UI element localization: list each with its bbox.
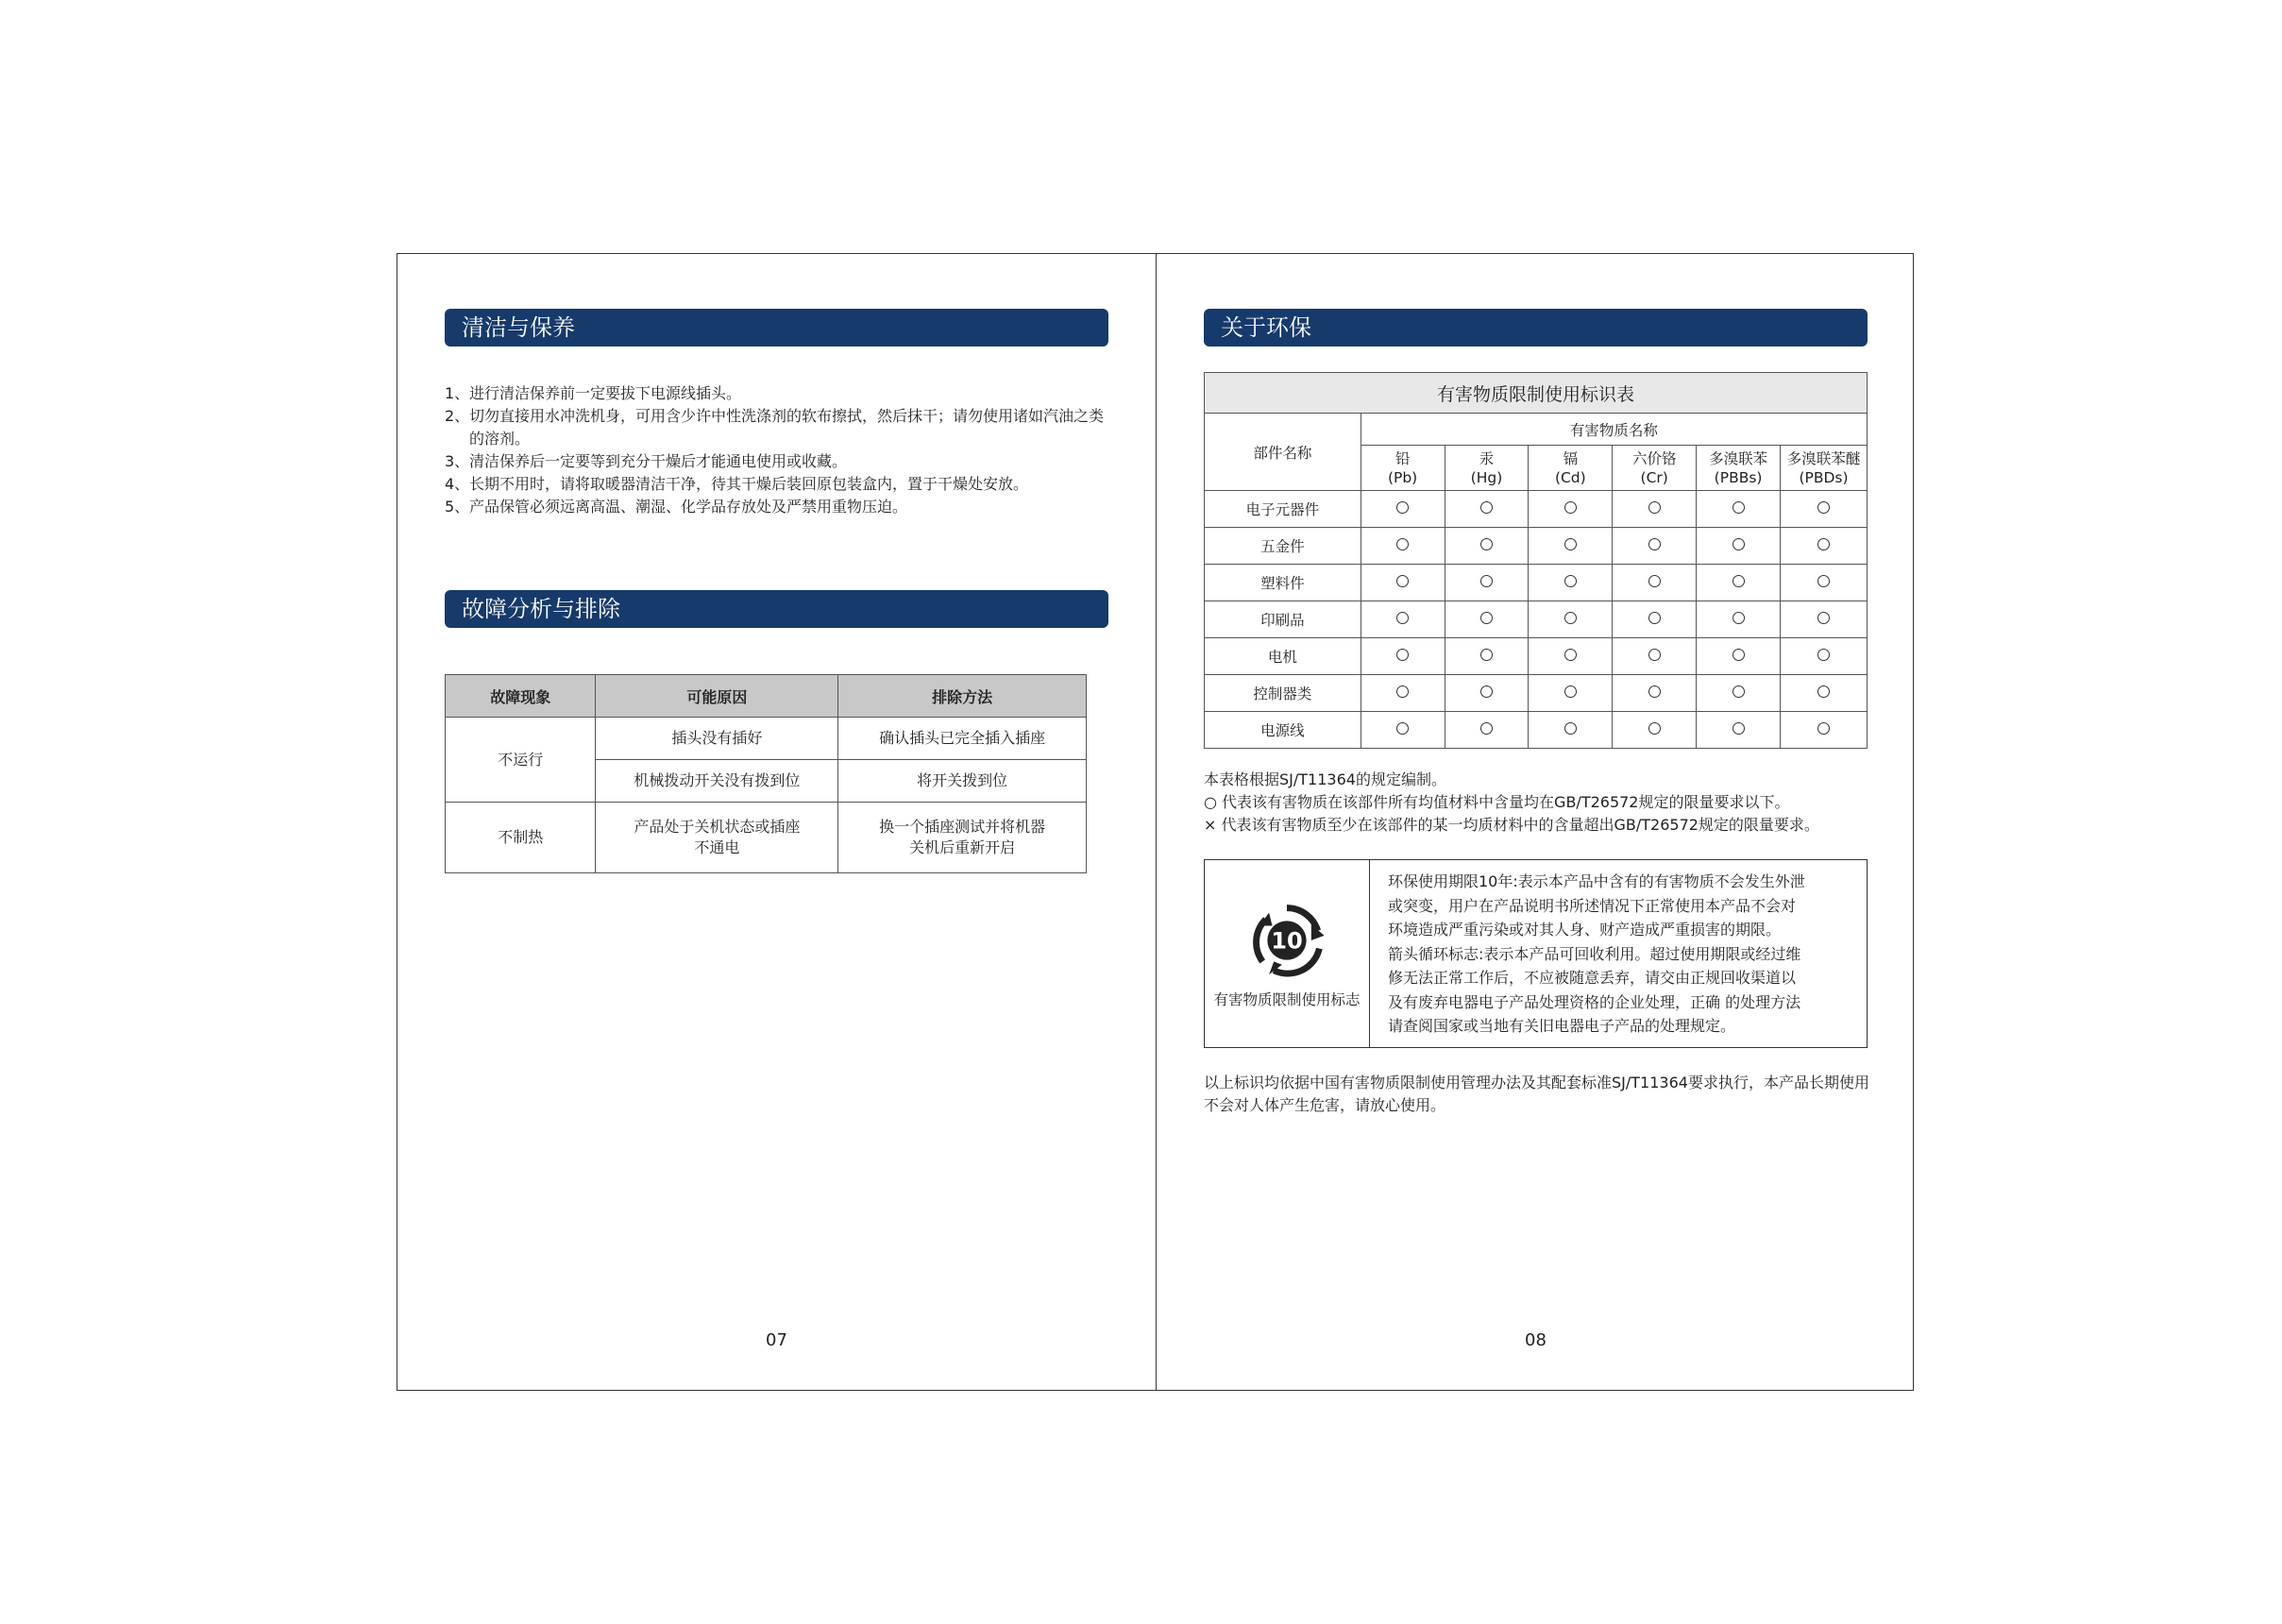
compliant-mark-icon — [1817, 722, 1830, 735]
compliant-mark-icon — [1648, 501, 1661, 514]
compliant-mark-icon — [1817, 575, 1830, 587]
compliant-mark-icon — [1733, 649, 1745, 661]
list-item: 5、 产品保管必须远离高温、潮湿、化学品存放处及严禁用重物压迫。 — [445, 498, 908, 516]
page-number: 07 — [766, 1330, 787, 1350]
compliant-mark-icon — [1396, 649, 1409, 661]
epup-box — [1204, 859, 1868, 1048]
compliant-mark-icon — [1396, 538, 1409, 550]
trouble-section-title: 故障分析与排除 — [445, 590, 1108, 628]
substance-header: 汞 (Hg) — [1445, 446, 1529, 491]
svg-text:10: 10 — [1271, 927, 1303, 955]
env-section-title: 关于环保 — [1204, 309, 1868, 347]
care-section-title: 清洁与保养 — [445, 309, 1108, 347]
substance-header: 多溴联苯醚 (PBDs) — [1781, 446, 1868, 491]
table-notes — [1204, 769, 1921, 837]
compliant-mark-icon — [1480, 538, 1493, 550]
compliant-mark-icon — [1648, 649, 1661, 661]
compliant-mark-icon — [1648, 685, 1661, 698]
note-line: × 代表该有害物质至少在该部件的某一均质材料中的含量超出GB/T26572规定的限量要求。 — [1204, 816, 1819, 834]
compliant-mark-icon — [1733, 538, 1745, 550]
page-number: 08 — [1525, 1330, 1547, 1350]
part-name-cell: 电机 — [1205, 638, 1361, 675]
compliant-mark-icon — [1817, 501, 1830, 514]
manual-spread — [397, 253, 1914, 1391]
cause-cell: 插头没有插好 — [596, 718, 838, 760]
note-line: 本表格根据SJ/T11364的规定编制。 — [1204, 770, 1446, 788]
list-item: 4、 长期不用时，请将取暖器清洁干净，待其干燥后装回原包装盒内，置于干燥处安放。 — [445, 475, 1029, 493]
compliant-mark-icon — [1564, 722, 1577, 735]
compliant-mark-icon — [1396, 612, 1409, 624]
part-name-cell: 五金件 — [1205, 528, 1361, 565]
column-header: 可能原因 — [596, 675, 838, 718]
compliant-mark-icon — [1564, 649, 1577, 661]
epup-description: 环保使用期限10年:表示本产品中含有的有害物质不会发生外泄 或突变，用户在产品说明书所述情况下正常使用本产品不会对 环境造成严重污染或对其人身、财产造成严重损害的期限。 箭头循环标志:表示本产品可回收利用。超过使用期限或经过维 修无法正常工作后，不应被随意丢弃，请交由正规回收渠道以 及有废弃电器电子产品处理资格的企业处理，正确 的处理方法 请查阅国家或当地有关旧电器电子产品的处理规定。 — [1388, 872, 1805, 1035]
column-header: 排除方法 — [838, 675, 1087, 718]
compliant-mark-icon — [1480, 575, 1493, 587]
fix-cell: 确认插头已完全插入插座 — [838, 718, 1087, 760]
table-row — [1205, 601, 1868, 638]
epup-logo-label: 有害物质限制使用标志 — [1213, 991, 1361, 1008]
substance-header: 多溴联苯 (PBBs) — [1697, 446, 1781, 491]
compliant-mark-icon — [1733, 501, 1745, 514]
table-row — [1205, 565, 1868, 601]
compliant-mark-icon — [1648, 538, 1661, 550]
table-row — [1205, 675, 1868, 712]
compliant-mark-icon — [1733, 685, 1745, 698]
compliant-mark-icon — [1564, 538, 1577, 550]
list-item: 2、 切勿直接用水冲洗机身，可用含少许中性洗涤剂的软布擦拭，然后抹干；请勿使用诸如汽油之类的溶剂。 — [445, 407, 1105, 448]
symptom-cell: 不运行 — [446, 718, 596, 803]
hazard-substance-table — [1204, 372, 1868, 749]
compliant-mark-icon — [1480, 501, 1493, 514]
compliant-mark-icon — [1733, 575, 1745, 587]
list-item: 1、 进行清洁保养前一定要拔下电源线插头。 — [445, 384, 742, 402]
compliant-mark-icon — [1396, 722, 1409, 735]
part-name-cell: 塑料件 — [1205, 565, 1361, 601]
compliance-statement: 以上标识均依据中国有害物质限制使用管理办法及其配套标准SJ/T11364要求执行，本产品长期使用不会对人体产生危害，请放心使用。 — [1204, 1074, 1869, 1114]
table-header-row — [446, 675, 1087, 718]
fix-cell: 换一个插座测试并将机器关机后重新开启 — [838, 803, 1087, 873]
compliant-mark-icon — [1396, 575, 1409, 587]
table-row — [1205, 528, 1868, 565]
compliant-mark-icon — [1817, 612, 1830, 624]
table-row — [1205, 712, 1868, 749]
compliant-mark-icon — [1817, 685, 1830, 698]
compliant-mark-icon — [1564, 612, 1577, 624]
left-page — [397, 254, 1156, 1390]
table-row — [446, 718, 1087, 760]
table-row — [1205, 491, 1868, 528]
substance-header: 镉 (Cd) — [1529, 446, 1613, 491]
compliant-mark-icon — [1648, 612, 1661, 624]
compliant-mark-icon — [1480, 649, 1493, 661]
epup-logo-cell — [1205, 860, 1370, 1047]
table-row — [1205, 638, 1868, 675]
compliant-mark-icon — [1648, 575, 1661, 587]
substance-header: 铅 (Pb) — [1361, 446, 1445, 491]
substance-header: 六价铬 (Cr) — [1613, 446, 1697, 491]
compliant-mark-icon — [1733, 722, 1745, 735]
compliant-mark-icon — [1480, 612, 1493, 624]
substance-group-header: 有害物质名称 — [1361, 414, 1867, 446]
symptom-cell: 不制热 — [446, 803, 596, 873]
compliant-mark-icon — [1396, 685, 1409, 698]
compliant-mark-icon — [1564, 501, 1577, 514]
recycle-10-icon — [1246, 900, 1327, 981]
list-item: 3、 清洁保养后一定要等到充分干燥后才能通电使用或收藏。 — [445, 452, 848, 470]
cause-cell: 机械拨动开关没有拨到位 — [596, 760, 838, 803]
compliant-mark-icon — [1817, 538, 1830, 550]
table-row — [446, 803, 1087, 873]
part-name-header: 部件名称 — [1205, 414, 1361, 491]
part-name-cell: 电子元器件 — [1205, 491, 1361, 528]
part-name-cell: 印刷品 — [1205, 601, 1361, 638]
column-header: 故障现象 — [446, 675, 596, 718]
compliant-mark-icon — [1564, 685, 1577, 698]
troubleshooting-table — [445, 674, 1087, 873]
compliant-mark-icon — [1817, 649, 1830, 661]
part-name-cell: 控制器类 — [1205, 675, 1361, 712]
compliant-mark-icon — [1480, 722, 1493, 735]
fix-cell: 将开关拨到位 — [838, 760, 1087, 803]
right-page — [1157, 254, 1915, 1390]
compliant-mark-icon — [1564, 575, 1577, 587]
compliant-mark-icon — [1396, 501, 1409, 514]
compliant-mark-icon — [1648, 722, 1661, 735]
cause-cell: 产品处于关机状态或插座不通电 — [596, 803, 838, 873]
part-name-cell: 电源线 — [1205, 712, 1361, 749]
care-list — [445, 382, 1115, 518]
table-caption: 有害物质限制使用标识表 — [1205, 373, 1868, 414]
compliant-mark-icon — [1480, 685, 1493, 698]
compliant-mark-icon — [1733, 612, 1745, 624]
note-line: ○ 代表该有害物质在该部件所有均值材料中含量均在GB/T26572规定的限量要求以下。 — [1204, 793, 1790, 811]
